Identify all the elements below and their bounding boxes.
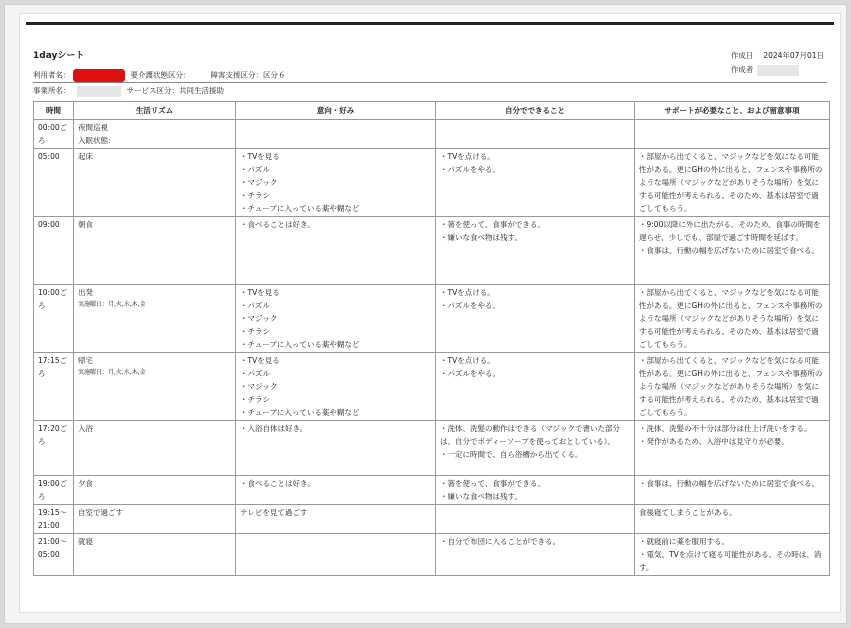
user-info-row [33,69,286,82]
bullet-list [639,535,825,574]
bullet-list [240,477,431,490]
list-item: ・チラシ [240,395,270,404]
cell-time: 05:00 [34,149,74,217]
cell-time: 09:00 [34,217,74,285]
list-item: ・発作があるため、入浴中は見守りが必要。 [639,437,789,446]
list-item: ・チューブに入っている薬や糊など [240,204,360,213]
table-row [34,421,830,476]
list-item: ・自分で布団に入ることができる。 [440,537,560,546]
list-item: ・パズル [240,369,270,378]
list-item: ・部屋から出てくると、マジックなどを気になる可能性がある。更にGHの外に出ると、フェンスや事務所のような場所（マジックなどがありそうな場所）を気にする可能性が考えられる。そのため、基本は居室で過ごしてもらう。 [639,152,823,213]
cell-activity [74,476,236,505]
list-item: ・食事は、行動の幅を広げないために居室で食べる。 [639,479,819,488]
cell-can-do [436,149,635,217]
bullet-list [440,422,630,461]
top-rule [26,22,834,25]
document-meta [731,49,824,77]
table-row [34,476,830,505]
activity-line: 自室で過ごす [78,508,123,517]
list-item: ・食べることは好き。 [240,220,315,229]
activity-line: 起床 [78,152,93,161]
list-item: ・洗体、洗髪の動作はできる（マジックで書いた部分は、自分でボディーソープを使っておとしている）。 [440,424,620,446]
cell-time: 21:00～05:00 [34,534,74,576]
care-level-label: 要介護状態区分： [130,70,191,80]
list-item: ・TVを見る [240,288,280,297]
list-item: ・マジック [240,382,278,391]
author-label: 作成者 [730,65,754,74]
bullet-list [440,286,630,312]
cell-activity [74,534,236,576]
list-item: ・TVを点ける。 [440,356,495,365]
cell-can-do [436,120,635,149]
list-item: ・パズルをやる。 [440,301,500,310]
list-item: ・TVを見る [240,356,280,365]
schedule-table [33,101,830,576]
list-item: ・チラシ [240,327,270,336]
cell-can-do [436,534,635,576]
list-item: ・入浴自体は好き。 [240,424,308,433]
cell-support [635,353,830,421]
office-label: 事業所名： [33,86,71,95]
activity-line: 夜間巡視 [78,123,108,132]
bullet-list [639,477,825,490]
list-item: ・パズルをやる。 [440,165,500,174]
header-can-do: 自分でできること [436,102,635,120]
list-item: ・パズル [240,165,270,174]
list-item: ・電気、TVを点けて寝る可能性がある。その時は、消す。 [639,550,822,572]
cell-time: 17:15ごろ [34,353,74,421]
activity-line: 就寝 [78,537,93,546]
cell-activity [74,120,236,149]
service-value: 共同生活援助 [179,86,224,95]
table-header-row [34,102,830,120]
cell-time: 19:00ごろ [34,476,74,505]
list-item: ・TVを点ける。 [440,288,495,297]
list-item: ・箸を使って、食事ができる。 [440,479,545,488]
created-date-label: 作成日 [730,51,754,60]
cell-preference [236,285,436,353]
cell-preference [236,534,436,576]
cell-preference [236,217,436,285]
list-item: ・パズルをやる。 [440,369,500,378]
weekday-note: 実施曜日：月,火,水,木,金 [78,369,146,376]
cell-support [635,421,830,476]
bullet-list [240,354,431,419]
list-item: ・マジック [240,314,278,323]
document-title: 1dayシート [33,51,85,61]
cell-activity [74,217,236,285]
created-date: 2024年07月01日 [763,51,824,60]
office-name-redaction [77,86,121,97]
cell-can-do [436,217,635,285]
list-item: ・マジック [240,178,278,187]
support-class-label: 障害支援区分： [210,70,263,80]
list-item: ・部屋から出てくると、マジックなどを気になる可能性がある。更にGHの外に出ると、フェンスや事務所のような場所（マジックなどがありそうな場所）を気にする可能性が考えられる。そのため、基本は居室で過ごしてもらう。 [639,288,823,349]
cell-support [635,120,830,149]
user-name-redaction [73,69,125,82]
cell-activity [74,421,236,476]
cell-time: 10:00ごろ [34,285,74,353]
list-item: ・チューブに入っている薬や糊など [240,340,360,349]
table-row [34,120,830,149]
cell-preference [236,120,436,149]
cell-activity [74,505,236,534]
bullet-list [440,218,630,244]
cell-preference [236,476,436,505]
cell-time: 17:20ごろ [34,421,74,476]
header-preference: 意向・好み [236,102,436,120]
cell-support [635,217,830,285]
office-info-row [33,85,224,97]
bullet-list [240,506,431,519]
bullet-list [240,422,431,435]
support-class-value: 区分６ [263,70,286,80]
service-label: サービス区分： [126,86,179,95]
cell-activity [74,149,236,217]
cell-preference [236,421,436,476]
list-item: ・箸を使って、食事ができる。 [440,220,545,229]
bullet-list [639,506,825,519]
bullet-list [240,218,431,231]
bullet-list [639,422,825,448]
header-activity: 生活リズム [74,102,236,120]
activity-line: 夕食 [78,479,93,488]
list-item: ・嫌いな食べ物は残す。 [440,233,522,242]
activity-line: 入眠状態： [78,136,116,145]
cell-support [635,285,830,353]
bullet-list [440,535,630,548]
weekday-note: 実施曜日：月,火,水,木,金 [78,301,146,308]
list-item: 食後寝てしまうことがある。 [639,508,737,517]
cell-support [635,149,830,217]
cell-support [635,534,830,576]
activity-line: 朝食 [78,220,93,229]
list-item: ・TVを見る [240,152,280,161]
bullet-list [440,150,630,176]
list-item: ・一定に時間で、自ら浴槽から出てくる。 [440,450,583,459]
header-time: 時間 [34,102,74,120]
cell-preference [236,353,436,421]
author-redaction [757,65,799,76]
bullet-list [639,354,825,419]
cell-preference [236,149,436,217]
cell-time: 00:00ごろ [34,120,74,149]
table-row [34,534,830,576]
cell-preference [236,505,436,534]
list-item: ・TVを点ける。 [440,152,495,161]
activity-line: 入浴 [78,424,93,433]
list-item: ・嫌いな食べ物は残す。 [440,492,522,501]
cell-can-do [436,421,635,476]
table-row [34,505,830,534]
table-row [34,149,830,217]
list-item: ・食事は、行動の幅を広げないために居室で食べる。 [639,246,819,255]
header-support: サポートが必要なこと、および留意事項 [635,102,830,120]
cell-can-do [436,285,635,353]
cell-time: 19:15～21:00 [34,505,74,534]
table-row [34,217,830,285]
viewer-frame [4,4,847,624]
cell-can-do [436,505,635,534]
bullet-list [240,150,431,215]
bullet-list [240,286,431,351]
table-row [34,285,830,353]
list-item: ・9:00以降に外に出たがる。そのため、食事の時間を遅らせ、少しでも、部屋で過ごす時間を延ばす。 [639,220,821,242]
list-item: ・パズル [240,301,270,310]
header-divider [33,82,827,83]
list-item: テレビを見て過ごす [240,508,308,517]
cell-can-do [436,476,635,505]
list-item: ・洗体、洗髪の不十分は部分は仕上げ洗いをする。 [639,424,812,433]
cell-support [635,476,830,505]
list-item: ・チューブに入っている薬や糊など [240,408,360,417]
cell-can-do [436,353,635,421]
bullet-list [639,150,825,215]
activity-line: 出発 [78,288,93,297]
activity-line: 帰宅 [78,356,93,365]
cell-support [635,505,830,534]
bullet-list [440,354,630,380]
table-row [34,353,830,421]
list-item: ・部屋から出てくると、マジックなどを気になる可能性がある。更にGHの外に出ると、フェンスや事務所のような場所（マジックなどがありそうな場所）を気にする可能性が考えられる。そのため、基本は居室で過ごしてもらう。 [639,356,823,417]
cell-activity [74,285,236,353]
list-item: ・チラシ [240,191,270,200]
bullet-list [639,286,825,351]
bullet-list [639,218,825,257]
document-page [19,13,841,613]
user-label: 利用者名： [33,70,71,80]
bullet-list [440,477,630,503]
cell-activity [74,353,236,421]
list-item: ・就寝前に薬を服用する。 [639,537,729,546]
list-item: ・食べることは好き。 [240,479,315,488]
